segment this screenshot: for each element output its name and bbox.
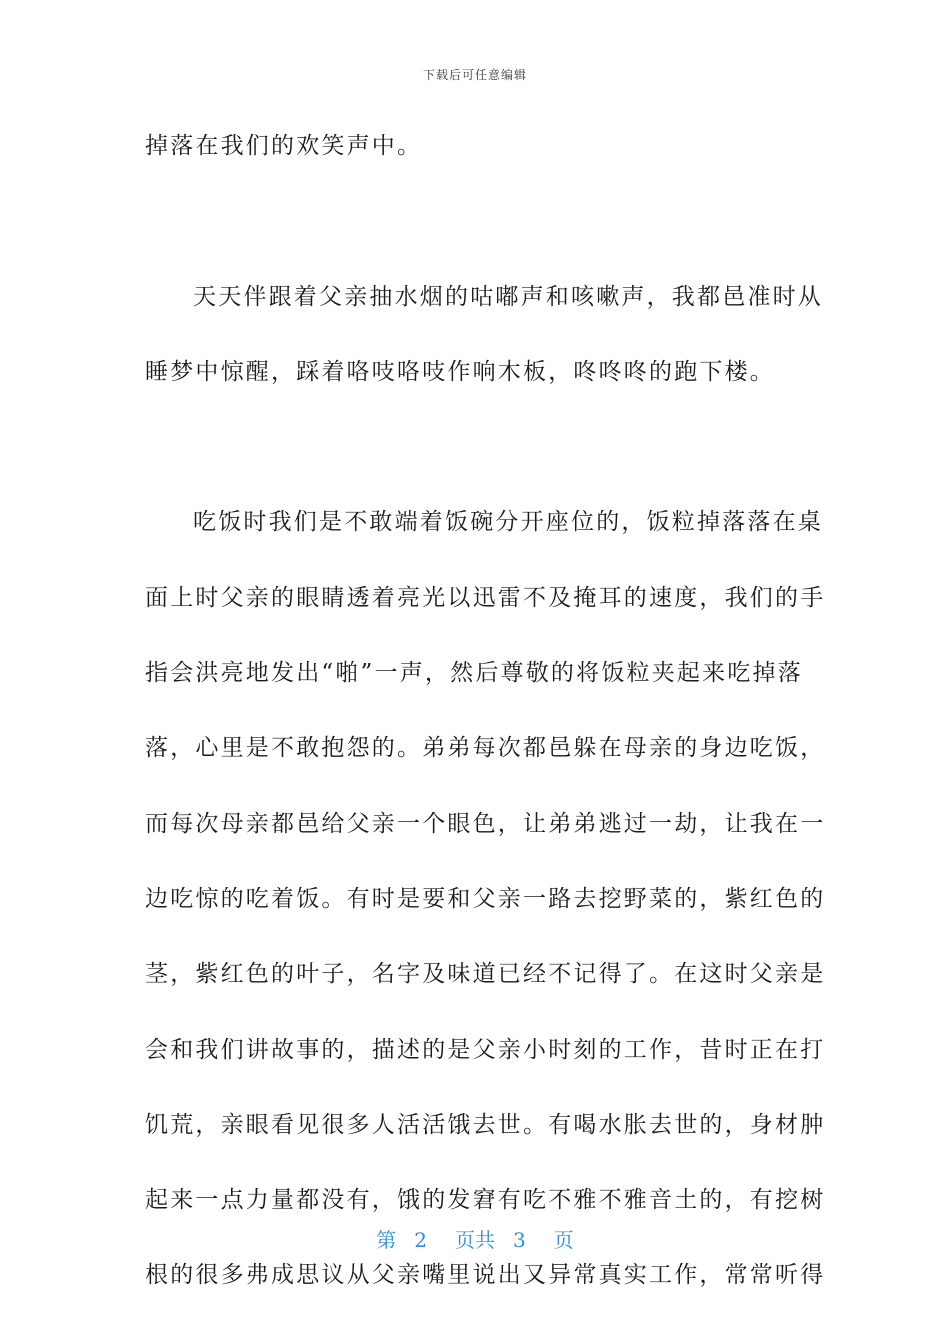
text-line: 睡梦中惊醒，踩着咯吱咯吱作响木板，咚咚咚的跑下楼。	[145, 358, 775, 385]
text-line: 面上时父亲的眼睛透着亮光以迅雷不及掩耳的速度，我们的手	[145, 584, 826, 611]
document-body	[145, 124, 826, 1329]
text-line: 会和我们讲故事的，描述的是父亲小时刻的工作，昔时正在打	[145, 1036, 826, 1063]
footer-ye: 页	[553, 1228, 574, 1252]
text-line: 茎，紫红色的叶子，名字及味道已经不记得了。在这时父亲是	[145, 961, 826, 988]
blank-line	[145, 199, 793, 274]
text-line: 根的很多弗成思议从父亲嘴里说出又异常真实工作，常常听得	[145, 1262, 826, 1289]
text-line: 而每次母亲都邑给父亲一个眼色，让弟弟逃过一劫，让我在一	[145, 810, 826, 837]
text-line: 掉落在我们的欢笑声中。	[145, 133, 423, 159]
page-header: 下载后可任意编辑	[422, 68, 527, 82]
blank-line	[145, 425, 793, 500]
page-footer	[0, 1224, 950, 1253]
text-line: 落，心里是不敢抱怨的。弟弟每次都邑躲在母亲的身边吃饭，	[145, 735, 826, 762]
footer-di: 第	[376, 1228, 397, 1252]
text-line: 饥荒，亲眼看见很多人活活饿去世。有喝水胀去世的，身材肿	[145, 1111, 826, 1138]
text-line: 指会洪亮地发出“啪”一声，然后尊敬的将饭粒夹起来吃掉落	[145, 660, 803, 687]
footer-total-pages: 3	[513, 1228, 526, 1252]
footer-page-number: 2	[414, 1228, 427, 1252]
text-line: 起来一点力量都没有，饿的发窘有吃不雅不雅音土的，有挖树	[145, 1187, 826, 1214]
footer-ye-gong: 页共	[455, 1228, 495, 1252]
paragraph-line: 吃饭时我们是不敢端着饭碗分开座位的，饭粒掉落落在桌	[193, 509, 823, 536]
paragraph-line: 天天伴跟着父亲抽水烟的咕嘟声和咳嗽声，我都邑准时从	[193, 283, 823, 310]
text-line: 边吃惊的吃着饭。有时是要和父亲一路去挖野菜的，紫红色的	[145, 885, 826, 912]
